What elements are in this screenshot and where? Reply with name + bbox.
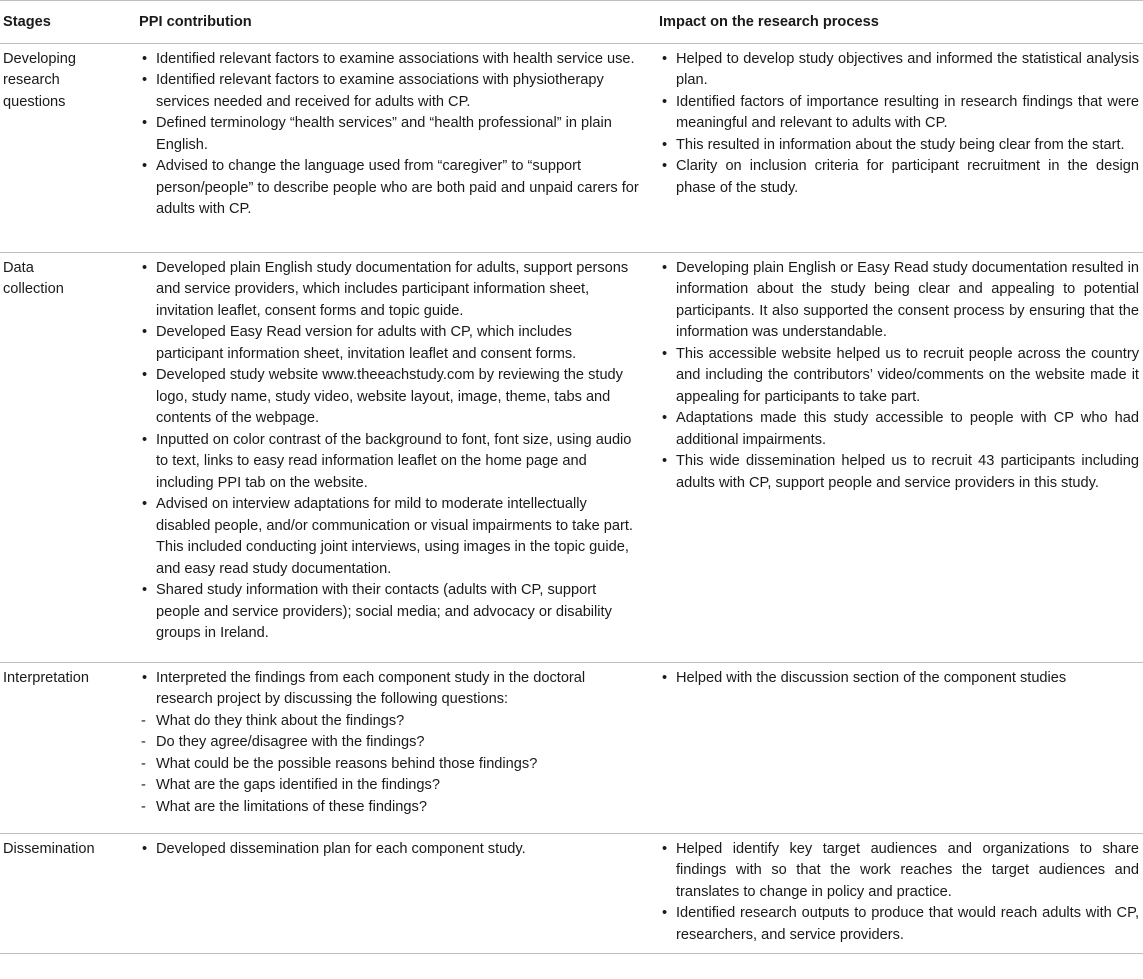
- list-item: - What are the gaps identified in the findings?: [139, 775, 639, 797]
- impact-cell: [659, 833, 1143, 953]
- header-row: [0, 1, 1143, 44]
- list-item: - What are the limitations of these findings?: [139, 797, 639, 819]
- list-item: • This wide dissemination helped us to recruit 43 participants including adults with CP, support people and service providers in this study.: [659, 451, 1139, 494]
- list-item: • Developed study website www.theeachstudy.com by reviewing the study logo, study name, study video, website layout, image, theme, tabs and contents of the webpage.: [139, 365, 639, 430]
- impact-cell: [659, 252, 1143, 662]
- contribution-cell: [139, 43, 659, 252]
- list-item: • Helped to develop study objectives and informed the statistical analysis plan.: [659, 49, 1139, 92]
- list-item: • Developed Easy Read version for adults with CP, which includes participant information sheet, invitation leaflet and consent forms.: [139, 322, 639, 365]
- list-item: • Helped identify key target audiences and organizations to share findings with so that the work reaches the target audiences and translates to change in policy and practice.: [659, 839, 1139, 904]
- table-row: [0, 252, 1143, 662]
- list-item: - Do they agree/disagree with the findings?: [139, 732, 639, 754]
- list-item: • Helped with the discussion section of the component studies: [659, 668, 1139, 690]
- stage-cell: [0, 833, 139, 953]
- list-item: • Identified factors of importance resulting in research findings that were meaningful and relevant to adults with CP.: [659, 92, 1139, 135]
- list-item: • Interpreted the findings from each component study in the doctoral research project by discussing the following questions:: [139, 668, 639, 711]
- stage-line: Interpretation: [3, 669, 89, 686]
- list-item: • Clarity on inclusion criteria for participant recruitment in the design phase of the study.: [659, 156, 1139, 199]
- stage-cell: [0, 662, 139, 833]
- list-item: • Shared study information with their contacts (adults with CP, support people and service providers); social media; and advocacy or disability groups in Ireland.: [139, 580, 639, 645]
- stage-line: Data: [3, 259, 34, 276]
- list-item: • This accessible website helped us to recruit people across the country and including the contributors’ video/comments on the website made it appealing for participants to take part.: [659, 344, 1139, 409]
- impact-cell: [659, 43, 1143, 252]
- list-item: • Inputted on color contrast of the background to font, font size, using audio to text, links to easy read information leaflet on the home page and including PPI tab on the website.: [139, 430, 639, 495]
- list-item: • Adaptations made this study accessible to people with CP who had additional impairments.: [659, 408, 1139, 451]
- list-item: - What do they think about the findings?: [139, 711, 639, 733]
- stage-cell: [0, 252, 139, 662]
- list-item: • Developed dissemination plan for each component study.: [139, 839, 639, 861]
- contribution-cell: [139, 252, 659, 662]
- list-item: • Developing plain English or Easy Read study documentation resulted in information about the study being clear and appealing to potential participants. It also supported the consent process by ensuring that the information was understandable.: [659, 258, 1139, 344]
- list-item: • Developed plain English study documentation for adults, support persons and service providers, which includes participant information sheet, invitation leaflet, consent forms and topic guide.: [139, 258, 639, 323]
- header-stages: Stages: [3, 14, 51, 30]
- list-item: • Advised to change the language used from “caregiver” to “support person/people” to describe people who are both paid and unpaid carers for adults with CP.: [139, 156, 639, 221]
- header-ppi-contribution: PPI contribution: [139, 14, 252, 30]
- stage-line: Developing: [3, 50, 77, 67]
- contribution-cell: [139, 833, 659, 953]
- impact-cell: [659, 662, 1143, 833]
- table-row: [0, 833, 1143, 953]
- stage-line: Dissemination: [3, 840, 95, 857]
- stage-line: questions: [3, 93, 66, 110]
- stage-line: research: [3, 72, 60, 88]
- contribution-cell: [139, 662, 659, 833]
- list-item: • Identified research outputs to produce that would reach adults with CP, researchers, and service providers.: [659, 903, 1139, 946]
- table-row: [0, 662, 1143, 833]
- table-row: [0, 43, 1143, 252]
- stage-line: collection: [3, 281, 64, 297]
- list-item: • Identified relevant factors to examine associations with physiotherapy services needed and received for adults with CP.: [139, 70, 639, 113]
- header-impact: Impact on the research process: [659, 14, 879, 30]
- list-item: • This resulted in information about the study being clear from the start.: [659, 135, 1139, 157]
- list-item: • Defined terminology “health services” and “health professional” in plain English.: [139, 113, 639, 156]
- list-item: • Advised on interview adaptations for mild to moderate intellectually disabled people, and/or communication or visual impairments to take part. This included conducting joint interviews, using images in the topic guide, and easy read study documentation.: [139, 494, 639, 580]
- list-item: • Identified relevant factors to examine associations with health service use.: [139, 49, 639, 71]
- list-item: - What could be the possible reasons behind those findings?: [139, 754, 639, 776]
- stage-cell: [0, 43, 139, 252]
